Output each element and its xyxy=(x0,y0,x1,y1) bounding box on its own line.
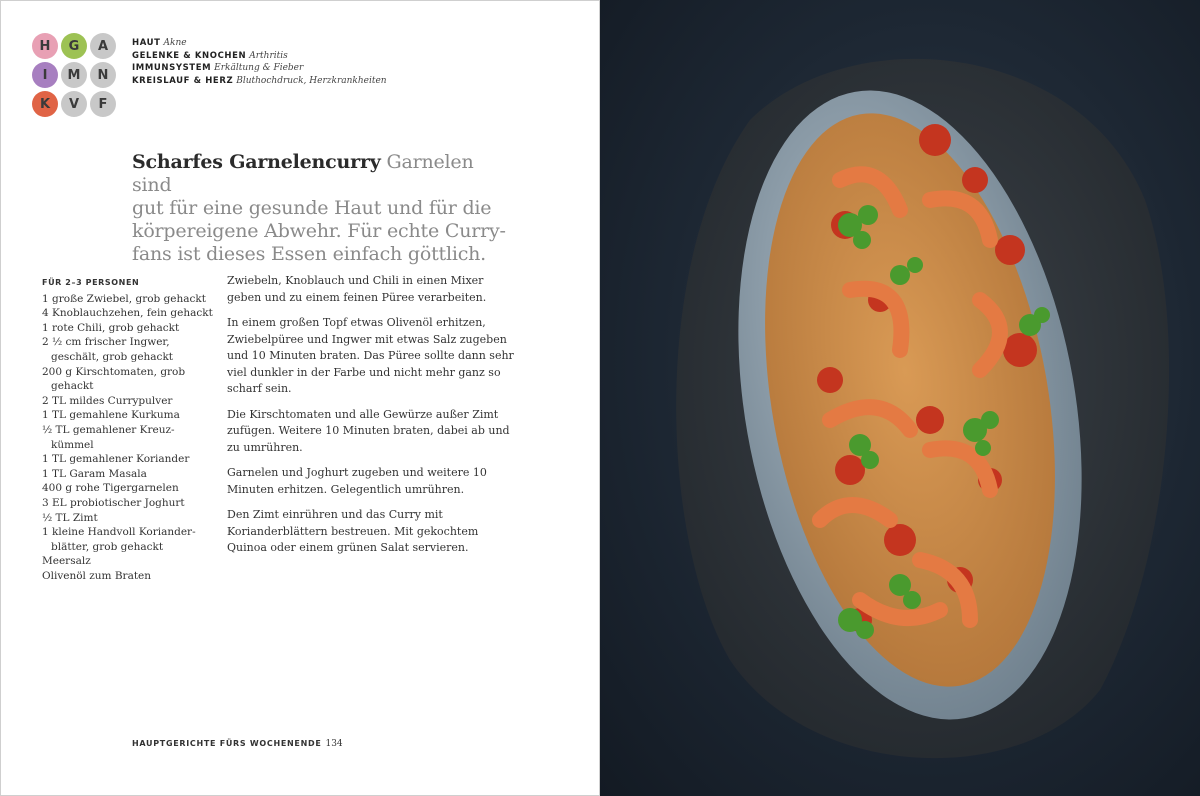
health-categories xyxy=(132,37,387,87)
category-description: Akne xyxy=(163,38,187,48)
ingredient-item: ½ TL Zimt xyxy=(42,511,98,524)
recipe-headline xyxy=(132,151,512,266)
servings-label: FÜR 2–3 PERSONEN xyxy=(42,278,140,287)
badge-k: K xyxy=(32,91,58,117)
ingredient-item: ½ TL gemahlener Kreuz-kümmel xyxy=(42,423,175,451)
page-number: 134 xyxy=(325,739,343,749)
badge-h: H xyxy=(32,33,58,59)
badge-v: V xyxy=(61,91,87,117)
category-row xyxy=(132,75,387,88)
badge-m: M xyxy=(61,62,87,88)
category-description: Arthritis xyxy=(249,50,288,61)
ingredient-item: 1 TL gemahlener Koriander xyxy=(42,453,190,466)
category-row xyxy=(132,50,387,63)
method-step: In einem großen Topf etwas Olivenöl erhitzen, Zwiebelpüree und Ingwer mit etwas Salz zugeben und 10 Minuten braten. Das Püree sollte dann sehr viel dunkler in der Farbe und nicht mehr ganz so scharf sein. xyxy=(227,316,514,395)
ingredient-item: 3 EL probiotischer Joghurt xyxy=(42,496,185,509)
method-step: Zwiebeln, Knoblauch und Chili in einen Mixer geben und zu einem feinen Püree verarbeiten. xyxy=(227,274,487,304)
method-step: Garnelen und Joghurt zugeben und weitere 10 Minuten erhitzen. Gelegentlich umrühren. xyxy=(227,466,487,496)
badge-f: F xyxy=(90,91,116,117)
ingredient-item: Meersalz xyxy=(42,555,91,568)
food-photo xyxy=(600,0,1200,796)
ingredient-item: 1 TL Garam Masala xyxy=(42,467,147,480)
ingredient-item: 400 g rohe Tigergarnelen xyxy=(42,482,179,495)
badge-g: G xyxy=(61,33,87,59)
category-name: HAUT xyxy=(132,38,161,48)
badge-i: I xyxy=(32,62,58,88)
badge-a: A xyxy=(90,33,116,59)
category-description: Bluthochdruck, Herzkrankheiten xyxy=(236,75,387,86)
category-name: IMMUNSYSTEM xyxy=(132,63,212,73)
method-step: Die Kirschtomaten und alle Gewürze außer Zimt zufügen. Weitere 10 Minuten braten, dabei ab und zu umrühren. xyxy=(227,407,510,454)
ingredient-item: 2 TL mildes Currypulver xyxy=(42,394,173,407)
ingredient-list xyxy=(42,276,217,583)
intro-line: gut für eine gesunde Haut und für die xyxy=(132,197,492,219)
category-name: GELENKE & KNOCHEN xyxy=(132,50,247,61)
method-step: Den Zimt einrühren und das Curry mit Korianderblättern bestreuen. Mit gekochtem Quinoa oder einem grünen Salat servieren. xyxy=(227,508,479,554)
ingredient-item: 2 ½ cm frischer Ingwer, geschält, grob gehackt xyxy=(42,336,174,363)
ingredient-item: 200 g Kirschtomaten, grob gehackt xyxy=(42,365,186,393)
ingredient-item: 1 rote Chili, grob gehackt xyxy=(42,321,180,334)
ingredient-item: Olivenöl zum Braten xyxy=(42,569,152,582)
category-name: KREISLAUF & HERZ xyxy=(132,75,234,86)
ingredient-item: 1 TL gemahlene Kurkuma xyxy=(42,409,180,422)
curry-dish-illustration xyxy=(600,0,1200,796)
intro-line: Garnelen sind xyxy=(132,151,474,196)
intro-line: körpereigene Abwehr. Für echte Curry- xyxy=(132,220,506,242)
category-row xyxy=(132,62,387,75)
category-row xyxy=(132,37,387,50)
ingredient-item: 1 kleine Handvoll Koriander-blätter, grob gehackt xyxy=(42,526,196,553)
ingredient-item: 4 Knoblauchzehen, fein gehackt xyxy=(42,307,213,320)
section-title: HAUPTGERICHTE FÜRS WOCHENENDE xyxy=(132,739,322,748)
method-steps xyxy=(227,273,515,566)
category-badge-grid xyxy=(32,33,116,117)
intro-line: fans ist dieses Essen einfach göttlich. xyxy=(132,243,487,265)
category-description: Erkältung & Fieber xyxy=(214,63,304,73)
ingredient-item: 1 große Zwiebel, grob gehackt xyxy=(42,292,207,305)
page-footer xyxy=(132,739,343,749)
badge-n: N xyxy=(90,62,116,88)
recipe-title: Scharfes Garnelencurry xyxy=(132,151,381,173)
